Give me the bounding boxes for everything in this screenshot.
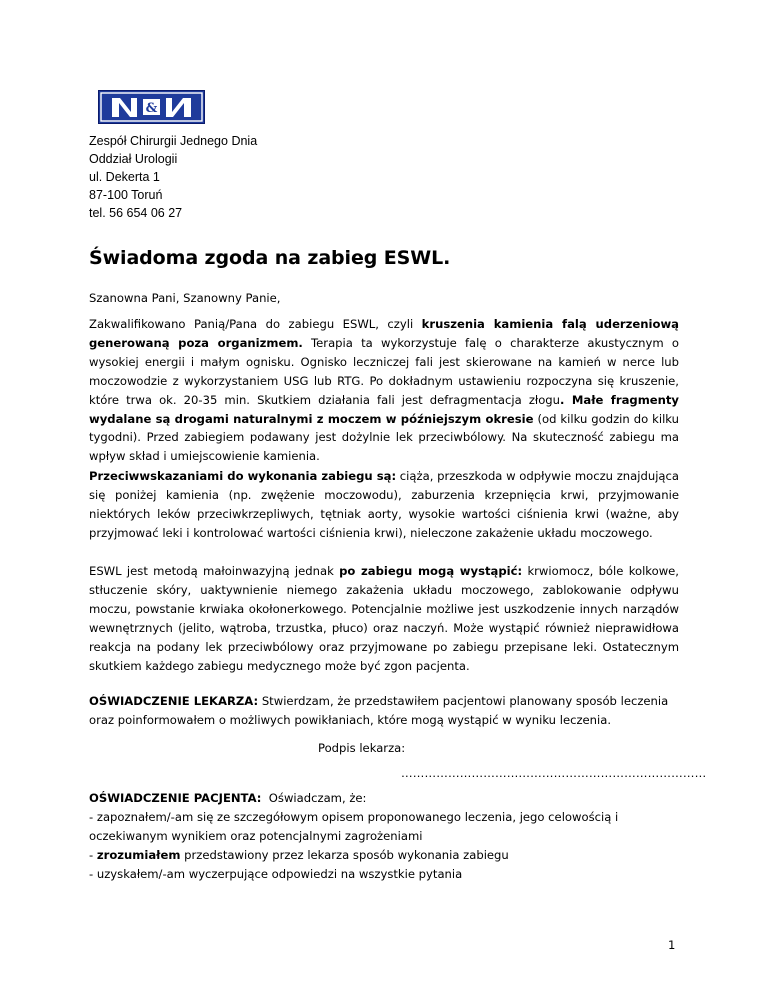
hospital-logo	[98, 90, 205, 124]
patient-statement-line-3	[89, 846, 679, 865]
doctor-statement	[89, 692, 679, 730]
patient-statement	[89, 789, 679, 884]
patient-statement-line-1: - zapoznałem/-am się ze szczegółowym opisem proponowanego leczenia, jego celowością i	[89, 809, 619, 824]
line3-bold: zrozumiałem	[96, 847, 181, 862]
patient-statement-label: OŚWIADCZENIE PACJENTA:	[89, 791, 262, 805]
address-line-unit: Zespół Chirurgii Jednego Dnia	[89, 134, 258, 148]
p1-bold-2: . Małe fragmenty wydalane są drogami naturalnymi z moczem w późniejszym okresie	[89, 392, 679, 426]
patient-statement-intro: Oświadczam, że:	[261, 791, 367, 805]
doctor-statement-label: OŚWIADCZENIE LEKARZA:	[89, 694, 259, 708]
doctor-signature-line[interactable]: ……………………………………………………………………	[401, 766, 707, 780]
p1-text-1: Zakwalifikowano Panią/Pana do zabiegu ESWL, czyli	[89, 317, 422, 331]
doctor-signature-label: Podpis lekarza:	[318, 741, 406, 755]
p2-bold-1: Przeciwwskazaniami do wykonania zabiegu są:	[89, 469, 397, 483]
p3-bold-1: po zabiegu mogą wystąpić:	[339, 564, 523, 578]
patient-statement-line-4: - uzyskałem/-am wyczerpujące odpowiedzi na wszystkie pytania	[89, 866, 463, 881]
clinic-address	[89, 132, 257, 222]
doctor-statement-text: Stwierdzam, że przedstawiłem pacjentowi planowany sposób leczenia oraz poinformowałem o możliwych powikłaniach, które mogą wystąpić w wyniku leczenia.	[89, 694, 669, 727]
line3-rest: przedstawiony przez lekarza sposób wykonania zabiegu	[180, 847, 509, 862]
patient-statement-heading	[89, 789, 679, 808]
address-line-department: Oddział Urologii	[89, 152, 178, 166]
p3-text-2: krwiomocz, bóle kolkowe, stłuczenie skóry, uaktywnienie niemego zakażenia układu moczowego, zablokowanie odpływu moczu, powstanie krwiaka okołonerkowego. Potencjalnie możliwe jest uszkodzenie innych narządów wewnętrznych (jelito, wątroba, trzustka, płuco) oraz naczyń. Może wystąpić również nieprawidłowa reakcja na podany lek przeciwbólowy oraz przyjmowane po zabiegu przepisane leki. Ostatecznym skutkiem każdego zabiegu medycznego może być zgon pacjenta.	[89, 564, 679, 673]
p2-text-1: ciąża, przeszkoda w odpływie moczu znajdująca się poniżej kamienia (np. zwężenie moczowodu), zaburzenia krzepnięcia krwi, przyjmowanie niektórych leków przeciwkrzepliwych, tętniak aorty, wysokie wartości ciśnienia krwi (ważne, aby przyjmować leki i kontrolować wartości ciśnienia krwi), nieleczone zakażenie układu moczowego.	[89, 469, 679, 540]
complications-paragraph	[89, 562, 679, 675]
patient-statement-line-2: oczekiwanym wynikiem oraz potencjalnymi zagrożeniami	[89, 828, 423, 843]
p1-text-2: Terapia ta wykorzystuje falę o charakterze akustycznym o wysokiej energii i małym ognisku. Ognisko leczniczej fali jest skierowane na kamień w nerce lub moczowodzie z wykorzystaniem USG lub RTG. Po dokładnym ustawieniu rozpoczyna się kruszenie, które trwa ok. 20-35 min. Skutkiem działania fali jest defragmentacja złogu	[89, 335, 679, 407]
document-title: Świadoma zgoda na zabieg ESWL.	[89, 247, 451, 269]
p3-text-1: ESWL jest metodą małoinwazyjną jednak	[89, 564, 340, 578]
p1-bold-1: kruszenia kamienia falą uderzeniową generowaną poza organizmem.	[89, 317, 679, 350]
greeting: Szanowna Pani, Szanowny Panie,	[89, 291, 281, 305]
address-line-city: 87-100 Toruń	[89, 188, 163, 202]
page-number: 1	[668, 938, 676, 952]
p1-text-3: (od kilku godzin do kilku tygodni). Przed zabiegiem podawany jest dożylnie lek przeciwbólowy. Na skuteczność zabiegu ma wpływ skład i umiejscowienie kamienia.	[89, 411, 679, 464]
procedure-description-paragraph	[89, 315, 679, 466]
address-line-street: ul. Dekerta 1	[89, 170, 160, 184]
line3-prefix: -	[89, 847, 97, 862]
svg-text:&: &	[145, 101, 158, 116]
address-line-phone: tel. 56 654 06 27	[89, 206, 183, 220]
contraindications-paragraph	[89, 467, 679, 543]
